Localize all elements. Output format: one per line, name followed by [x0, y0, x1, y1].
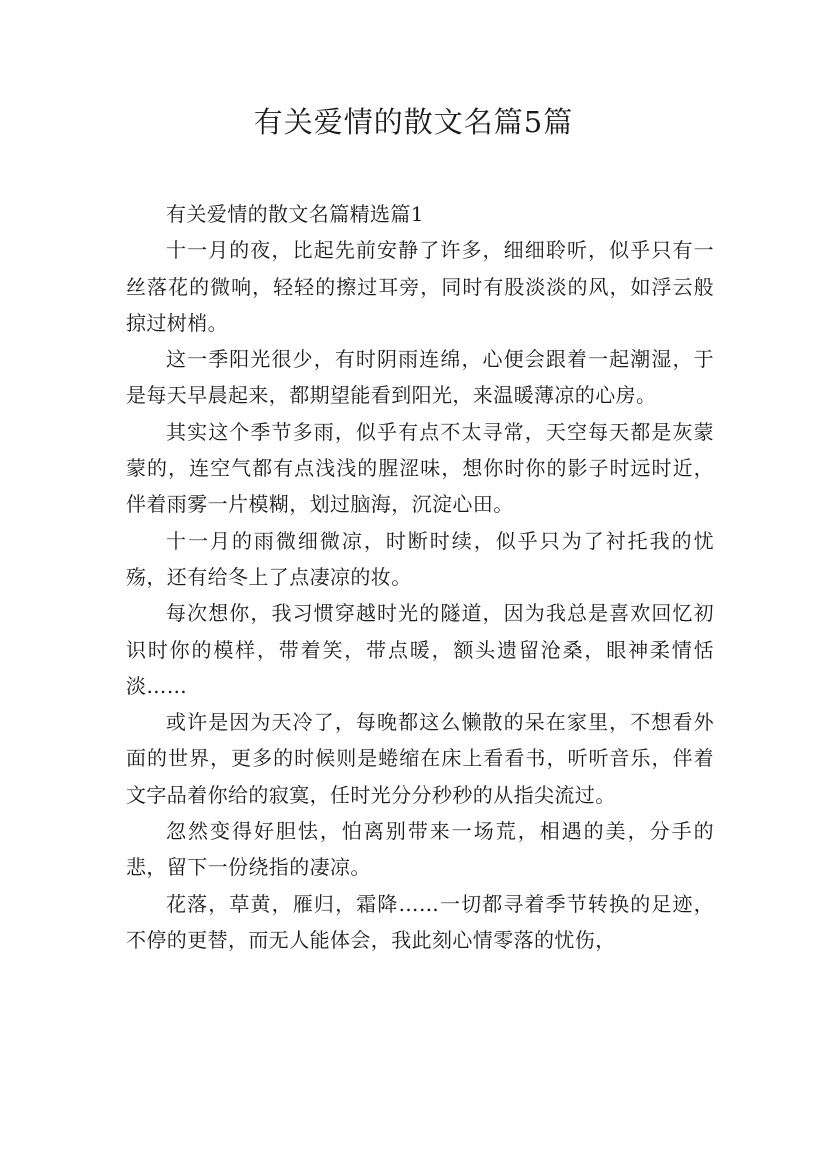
section-heading: 有关爱情的散文名篇精选篇1 — [166, 202, 424, 226]
paragraph: 十一月的雨微细微凉，时断时续，似乎只为了衬托我的忧殇，还有给冬上了点凄凉的妆。 — [126, 528, 714, 589]
paragraph: 或许是因为天冷了，每晚都这么懒散的呆在家里，不想看外面的世界，更多的时候则是蜷缩在床上看看书，听听音乐，伴着文字品着你给的寂寞，任时光分分秒秒的从指尖流过。 — [126, 710, 714, 807]
paragraph: 这一季阳光很少，有时阴雨连绵，心便会跟着一起潮湿，于是每天早晨起来，都期望能看到阳光，来温暖薄凉的心房。 — [126, 347, 714, 408]
paragraph: 其实这个季节多雨，似乎有点不太寻常，天空每天都是灰蒙蒙的，连空气都有点浅浅的腥涩味，想你时你的影子时远时近，伴着雨雾一片模糊，划过脑海，沉淀心田。 — [126, 419, 714, 517]
paragraph: 忽然变得好胆怯，怕离别带来一场荒，相遇的美，分手的悲，留下一份绕指的凄凉。 — [126, 819, 714, 880]
paragraph: 十一月的夜，比起先前安静了许多，细细聆听，似乎只有一丝落花的微响，轻轻的擦过耳旁，同时有股淡淡的风，如浮云般掠过树梢。 — [126, 238, 714, 335]
document-title: 有关爱情的散文名篇5篇 — [253, 105, 574, 139]
paragraph: 花落，草黄，雁归，霜降……一切都寻着季节转换的足迹，不停的更替，而无人能体会，我此刻心情零落的忧伤， — [126, 891, 714, 952]
paragraph: 每次想你，我习惯穿越时光的隧道，因为我总是喜欢回忆初识时你的模样，带着笑，带点暖，额头遗留沧桑，眼神柔情恬淡…… — [126, 601, 714, 698]
document-body — [126, 196, 714, 958]
